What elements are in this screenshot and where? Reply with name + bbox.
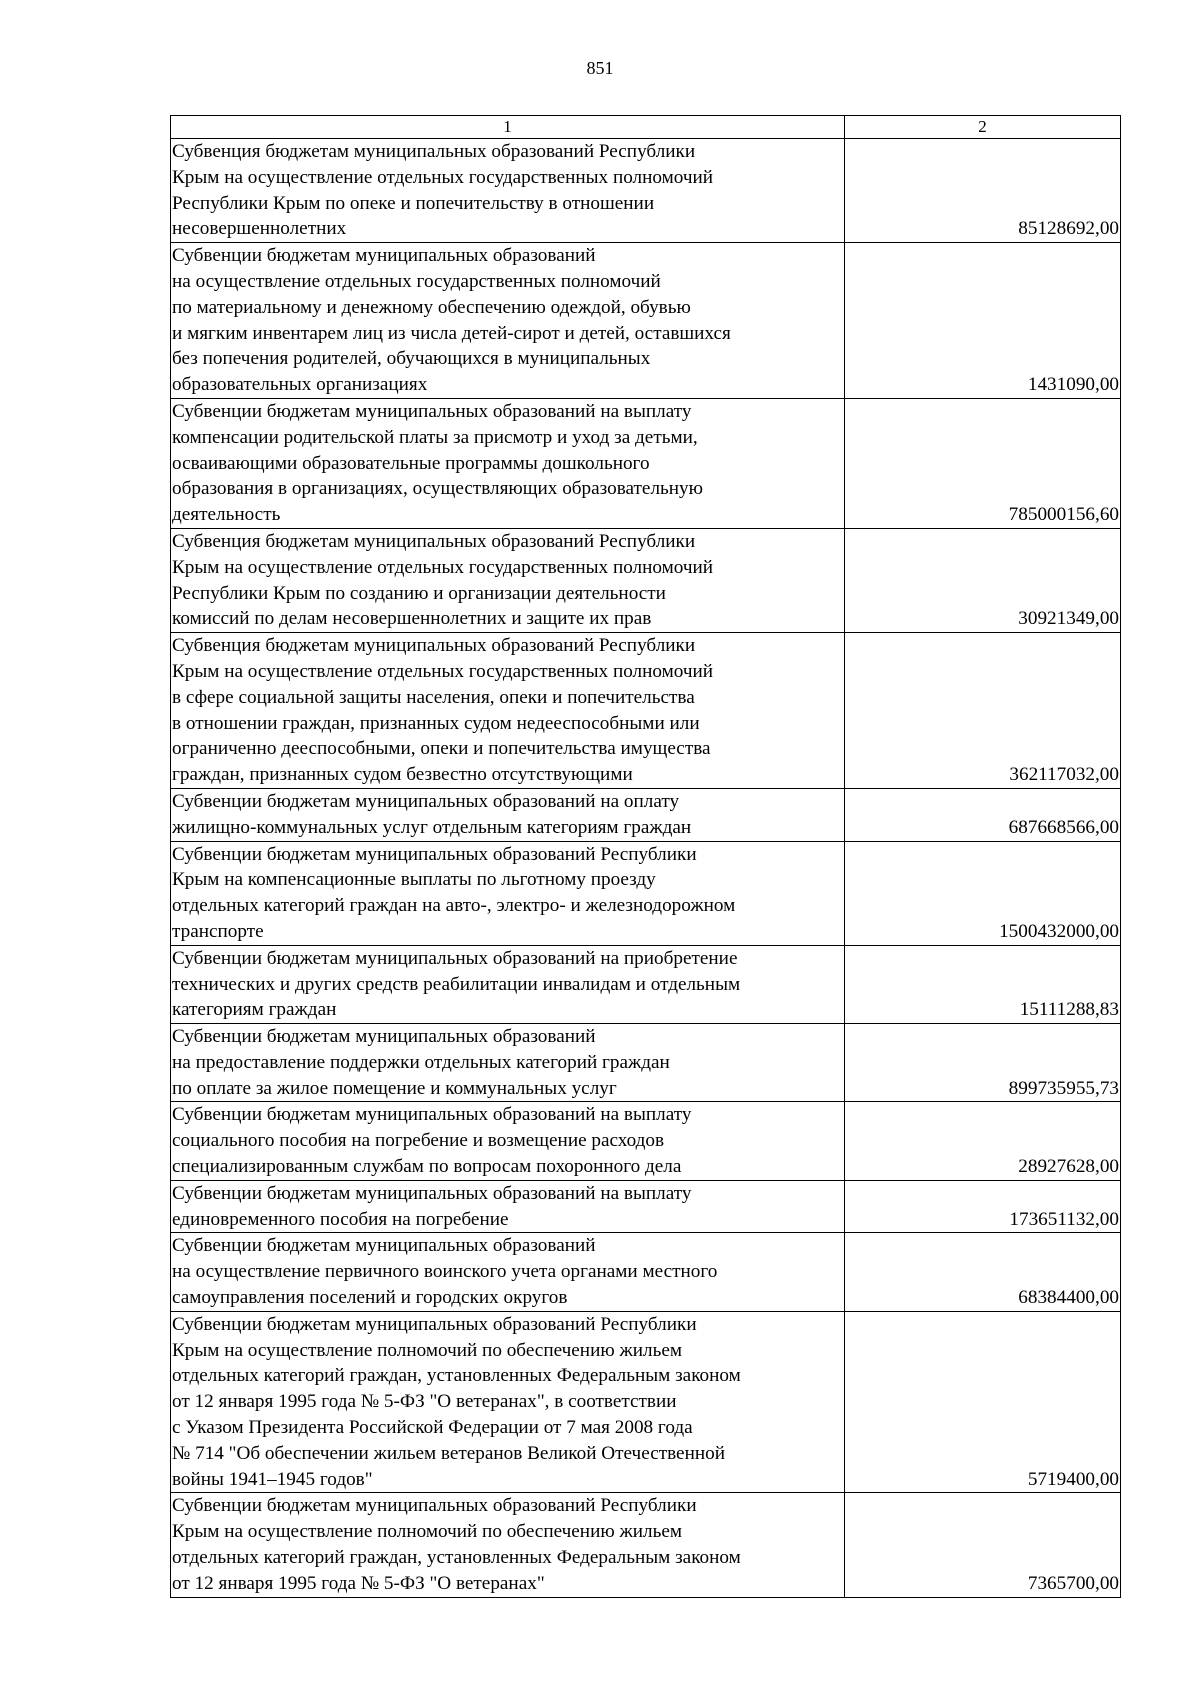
description-line: Субвенции бюджетам муниципальных образований на оплату bbox=[172, 790, 680, 812]
description-line: жилищно-коммунальных услуг отдельным категориям граждан bbox=[172, 816, 692, 838]
description-line: от 12 января 1995 года № 5-ФЗ "О ветеранах", в соответствии bbox=[172, 1391, 677, 1413]
row-description bbox=[171, 633, 845, 789]
row-description bbox=[171, 1180, 845, 1233]
table-row bbox=[171, 243, 1121, 399]
row-amount: 1500432000,00 bbox=[845, 841, 1121, 945]
description-line: и мягким инвентарем лиц из числа детей-сирот и детей, оставшихся bbox=[172, 322, 731, 344]
description-line: Крым на осуществление отдельных государственных полномочий bbox=[172, 166, 714, 188]
description-line: компенсации родительской платы за присмотр и уход за детьми, bbox=[172, 426, 698, 448]
row-description bbox=[171, 1024, 845, 1102]
row-amount: 173651132,00 bbox=[845, 1180, 1121, 1233]
table-row bbox=[171, 841, 1121, 945]
row-description bbox=[171, 945, 845, 1023]
description-line: Крым на компенсационные выплаты по льготному проезду bbox=[172, 869, 656, 891]
description-line: Крым на осуществление полномочий по обеспечению жильем bbox=[172, 1521, 682, 1543]
table-row bbox=[171, 633, 1121, 789]
row-amount: 785000156,60 bbox=[845, 398, 1121, 528]
description-line: осваивающими образовательные программы дошкольного bbox=[172, 452, 650, 474]
description-line: Субвенции бюджетам муниципальных образований на выплату bbox=[172, 1182, 692, 1204]
row-amount: 899735955,73 bbox=[845, 1024, 1121, 1102]
description-line: на осуществление отдельных государственных полномочий bbox=[172, 270, 661, 292]
description-line: Субвенции бюджетам муниципальных образований bbox=[172, 1026, 596, 1048]
description-line: Субвенция бюджетам муниципальных образований Республики bbox=[172, 635, 696, 657]
row-amount: 362117032,00 bbox=[845, 633, 1121, 789]
description-line: отдельных категорий граждан, установленных Федеральным законом bbox=[172, 1365, 741, 1387]
table-row bbox=[171, 1180, 1121, 1233]
column-header-row bbox=[171, 116, 1121, 139]
description-line: транспорте bbox=[172, 920, 264, 942]
description-line: комиссий по делам несовершеннолетних и защите их прав bbox=[172, 608, 652, 630]
description-line: Субвенции бюджетам муниципальных образований на выплату bbox=[172, 400, 692, 422]
table-row bbox=[171, 1311, 1121, 1493]
column-header-2: 2 bbox=[845, 116, 1121, 139]
description-line: Субвенции бюджетам муниципальных образований на выплату bbox=[172, 1104, 692, 1126]
page-number: 851 bbox=[586, 58, 614, 78]
row-amount: 5719400,00 bbox=[845, 1311, 1121, 1493]
description-line: с Указом Президента Российской Федерации от 7 мая 2008 года bbox=[172, 1417, 693, 1439]
description-line: Субвенция бюджетам муниципальных образований Республики bbox=[172, 530, 696, 552]
description-line: Крым на осуществление отдельных государственных полномочий bbox=[172, 556, 714, 578]
description-line: по материальному и денежному обеспечению одеждой, обувью bbox=[172, 296, 691, 318]
description-line: Субвенции бюджетам муниципальных образований bbox=[172, 245, 596, 267]
description-line: технических и других средств реабилитации инвалидам и отдельным bbox=[172, 973, 741, 995]
row-description bbox=[171, 243, 845, 399]
description-line: на предоставление поддержки отдельных категорий граждан bbox=[172, 1051, 670, 1073]
row-amount: 30921349,00 bbox=[845, 528, 1121, 632]
description-line: самоуправления поселений и городских округов bbox=[172, 1287, 568, 1309]
row-description bbox=[171, 1311, 845, 1493]
description-line: № 714 "Об обеспечении жильем ветеранов Великой Отечественной bbox=[172, 1442, 725, 1464]
table-row bbox=[171, 528, 1121, 632]
description-line: Субвенции бюджетам муниципальных образований Республики bbox=[172, 1495, 697, 1517]
table-row bbox=[171, 1102, 1121, 1180]
row-amount: 1431090,00 bbox=[845, 243, 1121, 399]
row-description bbox=[171, 1233, 845, 1311]
table-row bbox=[171, 398, 1121, 528]
description-line: Крым на осуществление отдельных государственных полномочий bbox=[172, 660, 714, 682]
description-line: граждан, признанных судом безвестно отсутствующими bbox=[172, 764, 633, 786]
description-line: Республики Крым по опеке и попечительству в отношении bbox=[172, 192, 655, 214]
table-row bbox=[171, 1024, 1121, 1102]
description-line: в сфере социальной защиты населения, опеки и попечительства bbox=[172, 686, 695, 708]
table-row bbox=[171, 1493, 1121, 1597]
row-description bbox=[171, 528, 845, 632]
row-amount: 28927628,00 bbox=[845, 1102, 1121, 1180]
row-amount: 85128692,00 bbox=[845, 139, 1121, 243]
row-description bbox=[171, 1102, 845, 1180]
row-description bbox=[171, 841, 845, 945]
description-line: войны 1941–1945 годов" bbox=[172, 1468, 373, 1490]
description-line: социального пособия на погребение и возмещение расходов bbox=[172, 1130, 665, 1152]
row-amount: 15111288,83 bbox=[845, 945, 1121, 1023]
description-line: категориям граждан bbox=[172, 999, 337, 1021]
row-description bbox=[171, 398, 845, 528]
description-line: Субвенции бюджетам муниципальных образований Республики bbox=[172, 1313, 697, 1335]
description-line: деятельность bbox=[172, 504, 281, 526]
description-line: по оплате за жилое помещение и коммунальных услуг bbox=[172, 1077, 617, 1099]
subvention-table bbox=[170, 115, 1121, 1598]
description-line: Субвенции бюджетам муниципальных образований Республики bbox=[172, 843, 697, 865]
description-line: образовательных организациях bbox=[172, 374, 428, 396]
description-line: Субвенции бюджетам муниципальных образований на приобретение bbox=[172, 947, 738, 969]
row-description bbox=[171, 139, 845, 243]
description-line: Крым на осуществление полномочий по обеспечению жильем bbox=[172, 1339, 682, 1361]
description-line: Республики Крым по созданию и организации деятельности bbox=[172, 582, 666, 604]
table-row bbox=[171, 139, 1121, 243]
row-description bbox=[171, 788, 845, 841]
row-amount: 7365700,00 bbox=[845, 1493, 1121, 1597]
table-row bbox=[171, 945, 1121, 1023]
row-description bbox=[171, 1493, 845, 1597]
description-line: на осуществление первичного воинского учета органами местного bbox=[172, 1261, 718, 1283]
description-line: в отношении граждан, признанных судом недееспособными или bbox=[172, 712, 700, 734]
description-line: несовершеннолетних bbox=[172, 218, 347, 240]
description-line: Субвенция бюджетам муниципальных образований Республики bbox=[172, 141, 696, 162]
table-row bbox=[171, 788, 1121, 841]
description-line: без попечения родителей, обучающихся в муниципальных bbox=[172, 348, 651, 370]
description-line: отдельных категорий граждан на авто-, электро- и железнодорожном bbox=[172, 895, 736, 917]
description-line: специализированным службам по вопросам похоронного дела bbox=[172, 1156, 682, 1178]
column-header-1: 1 bbox=[171, 116, 845, 139]
description-line: Субвенции бюджетам муниципальных образований bbox=[172, 1235, 596, 1257]
description-line: от 12 января 1995 года № 5-ФЗ "О ветеранах" bbox=[172, 1572, 545, 1594]
row-amount: 687668566,00 bbox=[845, 788, 1121, 841]
description-line: образования в организациях, осуществляющих образовательную bbox=[172, 478, 703, 500]
table-row bbox=[171, 1233, 1121, 1311]
description-line: ограниченно дееспособными, опеки и попечительства имущества bbox=[172, 738, 711, 760]
description-line: единовременного пособия на погребение bbox=[172, 1208, 509, 1230]
description-line: отдельных категорий граждан, установленных Федеральным законом bbox=[172, 1547, 741, 1569]
row-amount: 68384400,00 bbox=[845, 1233, 1121, 1311]
